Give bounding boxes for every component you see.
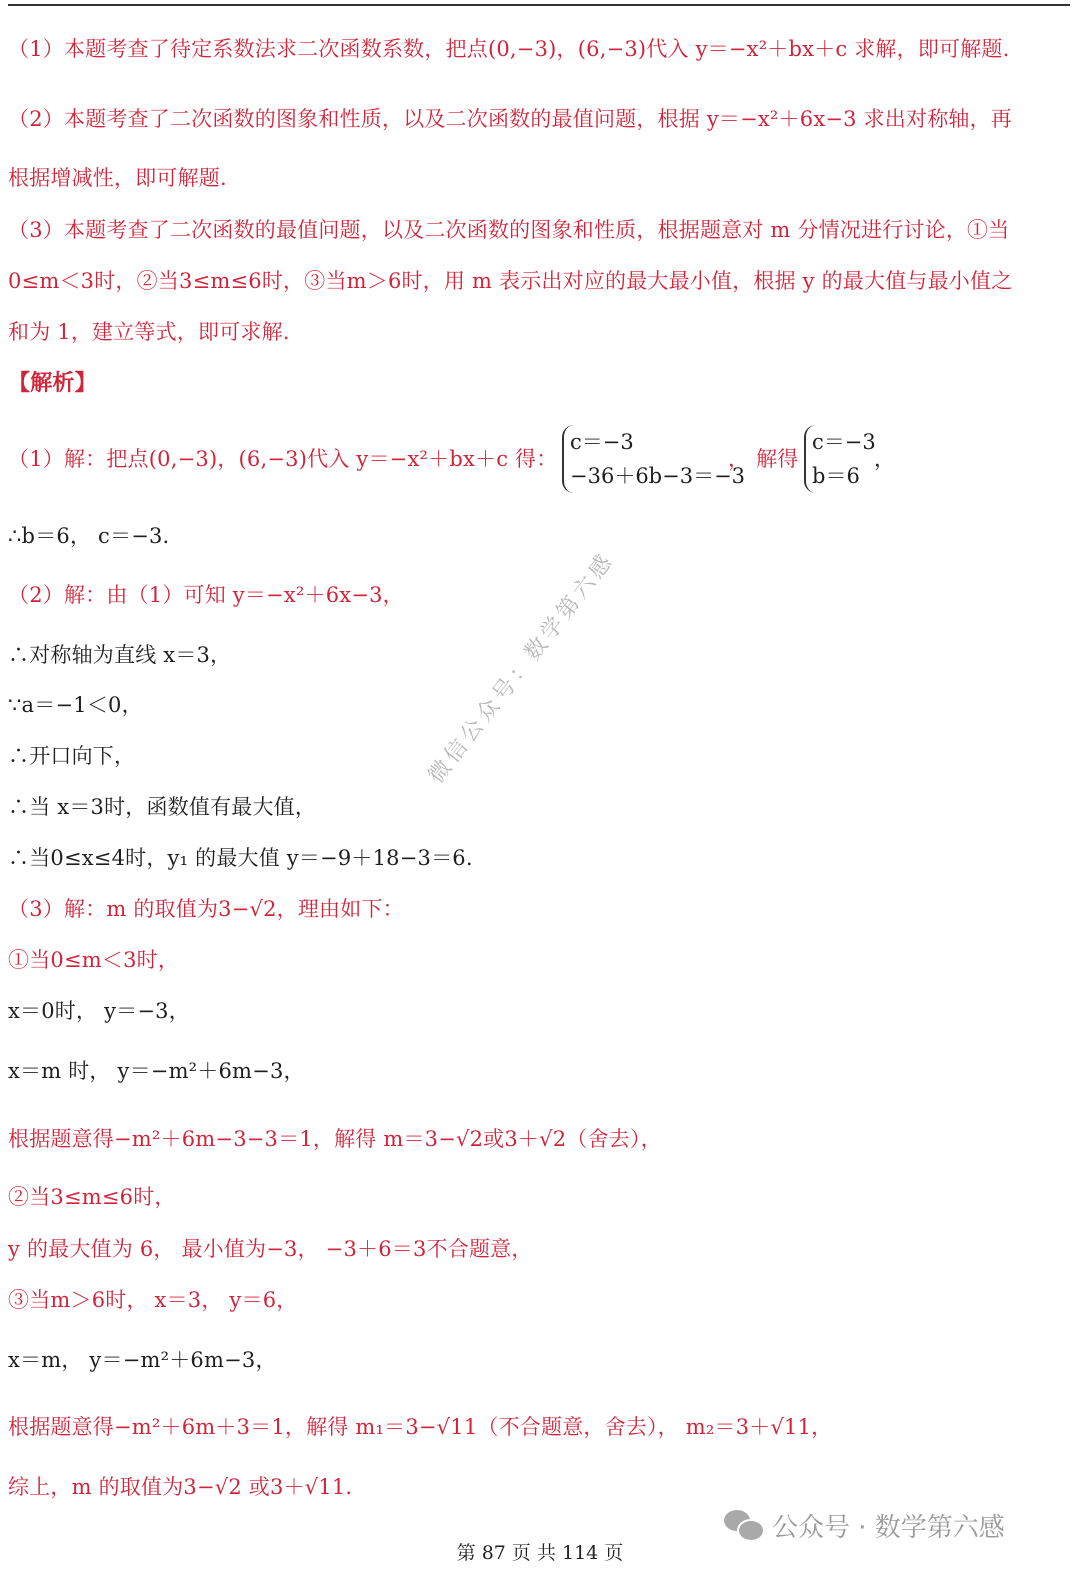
- text-line-part2-a: ∵a＝−1＜0，: [8, 693, 143, 717]
- text-line-part2-conclusion: ∴当0≤x≤4时，y₁ 的最大值 y＝−9＋18−3＝6.: [8, 846, 473, 870]
- system2-eq1: c＝−3: [812, 430, 876, 454]
- text-line-summary: 综上，m 的取值为3−√2 或3＋√11.: [8, 1475, 353, 1499]
- text-line-intro-3a: （3）本题考查了二次函数的最值问题，以及二次函数的图象和性质，根据题意对 m 分情况进行讨论，①当: [8, 218, 1010, 242]
- analysis-heading: 【解析】: [8, 370, 97, 396]
- text-line-part2-start: （2）解：由（1）可知 y＝−x²＋6x−3，: [8, 583, 404, 607]
- text-line-part1-result: ∴b＝6， c＝−3.: [8, 524, 170, 548]
- watermark-text: 微信公众号：数学第六感: [423, 547, 620, 789]
- text-line-part1-solve: （1）解：把点(0,−3)，(6,−3)代入 y＝−x²＋bx＋c 得：: [8, 447, 558, 471]
- text-line-case1-xm: x＝m 时， y＝−m²＋6m−3，: [8, 1059, 305, 1083]
- system1-eq2: −36＋6b−3＝−3: [570, 464, 746, 488]
- equation-system-2: [804, 425, 876, 493]
- text-line-intro-2a: （2）本题考查了二次函数的图象和性质，以及二次函数的最值问题，根据 y＝−x²＋6x−3 求出对称轴，再: [8, 107, 1012, 131]
- system1-eq1: c＝−3: [570, 430, 634, 454]
- text-line-case3-xm: x＝m， y＝−m²＋6m−3，: [8, 1348, 277, 1372]
- equation-system-1: [562, 425, 745, 493]
- text-line-intro-1: （1）本题考查了待定系数法求二次函数系数，把点(0,−3)，(6,−3)代入 y＝−x²＋bx＋c 求解，即可解题.: [8, 37, 1010, 61]
- wechat-icon: [724, 1510, 762, 1540]
- top-rule: [8, 4, 1070, 6]
- text-line-part3-start: （3）解：m 的取值为3−√2，理由如下：: [8, 897, 404, 921]
- text-line-part2-axis: ∴对称轴为直线 x＝3，: [8, 643, 232, 667]
- text-line-case1-head: ①当0≤m＜3时，: [8, 948, 180, 972]
- text-line-intro-3b: 0≤m＜3时，②当3≤m≤6时，③当m＞6时，用 m 表示出对应的最大最小值，根据 y 的最大值与最小值之: [8, 269, 1013, 293]
- system2-eq2: b＝6: [812, 464, 860, 488]
- page-number: 第 87 页 共 114 页: [456, 1542, 624, 1564]
- text-line-case1-solve: 根据题意得−m²＋6m−3−3＝1，解得 m＝3−√2或3＋√2（舍去），: [8, 1127, 662, 1151]
- text-line-case2-values: y 的最大值为 6， 最小值为−3， −3＋6＝3不合题意，: [8, 1237, 533, 1261]
- text-line-intro-2b: 根据增减性，即可解题.: [8, 166, 227, 190]
- text-line-case3-solve: 根据题意得−m²＋6m＋3＝1，解得 m₁＝3−√11（不合题意，舍去）， m₂＝3＋√11，: [8, 1415, 833, 1439]
- system2-suffix: ，: [874, 447, 896, 471]
- text-line-case2-head: ②当3≤m≤6时，: [8, 1185, 176, 1209]
- text-line-case1-x0: x＝0时， y＝−3，: [8, 999, 190, 1023]
- text-line-part2-max: ∴当 x＝3时，函数值有最大值，: [8, 795, 317, 819]
- brand-name: 公众号 · 数学第六感: [772, 1512, 1005, 1543]
- system1-suffix: ， 解得: [728, 447, 799, 471]
- text-line-case3-head: ③当m＞6时， x＝3， y＝6，: [8, 1288, 298, 1312]
- text-line-part2-open: ∴开口向下，: [8, 744, 136, 768]
- text-line-intro-3c: 和为 1，建立等式，即可求解.: [8, 320, 290, 344]
